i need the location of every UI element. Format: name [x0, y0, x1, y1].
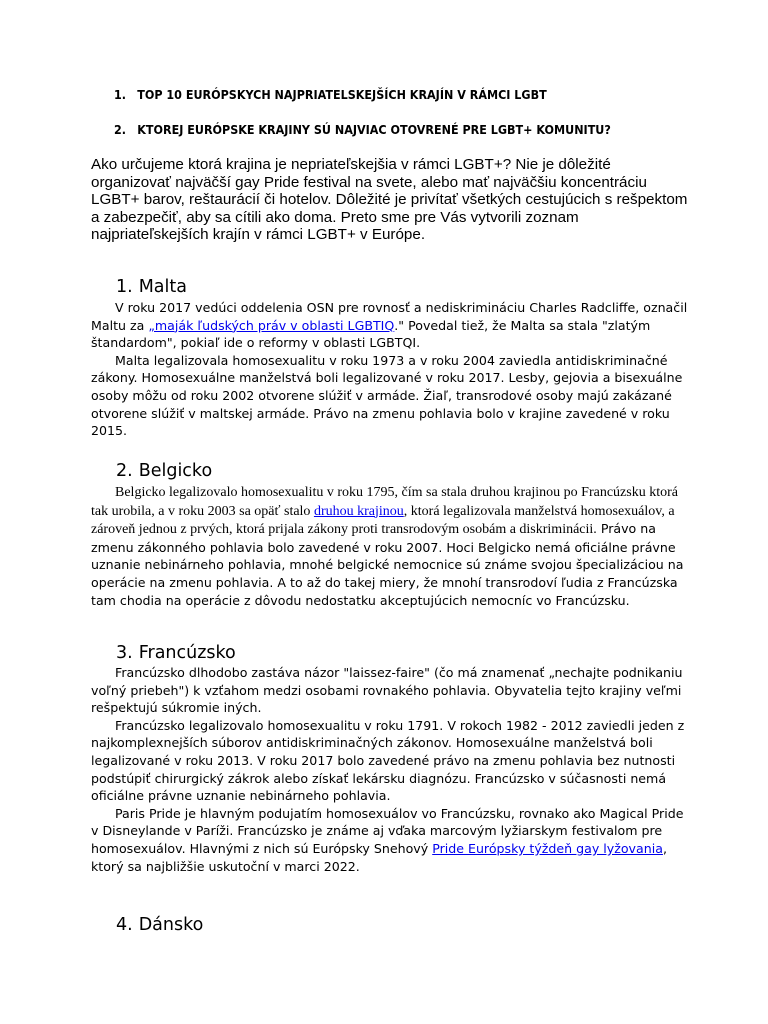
paragraph [91, 299, 691, 352]
toc-item-number: 1. [114, 88, 127, 102]
text-run: Právo na zmenu zákonného pohlavia bolo zavedené v roku 2007. Hoci Belgicko nemá oficiálne právne uznanie nebinárneho pohlavia, mnohé belgické nemocnice sú známe svojou špecializáciou na operácie na zmenu pohlavia. A to až do takej miery, že mnohí transrodoví ľudia z Francúzska tam chodia na operácie z dôvodu nedostatku akceptujúcich nemocníc vo Francúzsku. [91, 521, 684, 608]
paragraph [91, 483, 691, 609]
heading-title: Dánsko [138, 915, 204, 935]
text-run: , ktorá legalizovala manželstvá homosexuálov, a zároveň jednou z prvých, ktorá prijala zákony proti transrodovým osobám a diskriminácii. [91, 503, 675, 538]
link-lgbtiq-lighthouse[interactable]: „maják ľudských práv v oblasti LGBTIQ [148, 317, 395, 333]
section-heading-dansko [116, 915, 203, 935]
section-heading-malta [116, 277, 187, 297]
section-body-malta [91, 299, 691, 440]
section-body-francuzsko [91, 664, 691, 875]
toc-item-text: KTOREJ EURÓPSKE KRAJINY SÚ NAJVIAC OTOVRENÉ PRE LGBT+ KOMUNITU? [137, 123, 611, 137]
text-run: ." Povedal tiež, že Malta sa stala "zlatým štandardom", pokiaľ ide o reformy v oblasti LGBTQI. [91, 317, 651, 351]
heading-number: 2. [116, 461, 133, 481]
heading-title: Belgicko [138, 461, 213, 481]
heading-number: 4. [116, 915, 133, 935]
paragraph: Francúzsko dlhodobo zastáva názor "laissez-faire" (čo má znamenať „nechajte podnikaniu voľný priebeh") k vzťahom medzi osobami rovnakého pohlavia. Obyvatelia tejto krajiny veľmi rešpektujú súkromie iných. [91, 665, 683, 716]
toc-item-number: 2. [114, 123, 127, 137]
text-run: Belgicko legalizovalo homosexualitu v roku 1795, čím sa stala druhou krajinou po Francúzsku ktorá tak urobila, a v roku 2003 sa opäť stalo [91, 485, 678, 519]
toc-item-text: TOP 10 EURÓPSKYCH NAJPRIATELSKEJŠÍCH KRAJÍN V RÁMCI LGBT [137, 88, 547, 102]
paragraph: Francúzsko legalizovalo homosexualitu v roku 1791. V rokoch 1982 - 2012 zaviedli jeden z najkomplexnejších súborov antidiskriminačných zákonov. Homosexuálne manželstvá boli legalizované v roku 2013. V roku 2017 bolo zavedené právo na zmenu pohlavia bez nutnosti podstúpiť chirurgický zákrok alebo získať lekársku diagnózu. Francúzsko v súčasnosti nemá oficiálne právne uznanie nebinárneho pohlavia. [91, 717, 685, 804]
section-body-belgicko [91, 483, 691, 609]
section-heading-francuzsko [116, 643, 236, 663]
paragraph [91, 805, 691, 875]
link-gay-ski-week[interactable]: Pride Európsky týždeň gay lyžovania [432, 840, 663, 856]
heading-title: Francúzsko [138, 643, 236, 663]
section-heading-belgicko [116, 461, 212, 481]
link-second-country[interactable]: druhou krajinou [313, 503, 404, 519]
text-run: , ktorý sa najbližšie uskutoční v marci 2022. [91, 840, 667, 874]
heading-number: 3. [116, 643, 133, 663]
intro-paragraph: Ako určujeme ktorá krajina je nepriateľskejšia v rámci LGBT+? Nie je dôležité organizovať najväčší gay Pride festival na svete, alebo mať najväčšiu koncentráciu LGBT+ barov, reštaurácií či hotelov. Dôležité je privítať všetkých cestujúcich s rešpektom a zabezpečiť, aby sa cítili ako doma. Preto sme pre Vás vytvorili zoznam najpriateľskejších krajín v rámci LGBT+ v Európe. [91, 156, 688, 243]
heading-title: Malta [138, 277, 187, 297]
heading-number: 1. [116, 277, 133, 297]
toc-item [114, 88, 547, 102]
text-run: V roku 2017 vedúci oddelenia OSN pre rovnosť a nediskrimináciu Charles Radcliffe, označil Maltu za [91, 300, 688, 333]
paragraph: Malta legalizovala homosexualitu v roku 1973 a v roku 2004 zaviedla antidiskriminačné zákony. Homosexuálne manželstvá boli legalizované v roku 2017. Lesby, gejovia a bisexuálne osoby môžu od roku 2002 otvorene slúžiť v armáde. Žiaľ, transrodové osoby majú zakázané otvorene slúžiť v maltskej armáde. Právo na zmenu pohlavia bolo v krajine zavedené v roku 2015. [91, 352, 683, 439]
toc-item [114, 123, 611, 137]
text-run: Paris Pride je hlavným podujatím homosexuálov vo Francúzsku, rovnako ako Magical Pride v Disneylande v Paríži. Francúzsko je známe aj vďaka marcovým lyžiarskym festivalom pre homosexuálov. Hlavnými z nich sú Európsky Snehový [91, 805, 684, 856]
